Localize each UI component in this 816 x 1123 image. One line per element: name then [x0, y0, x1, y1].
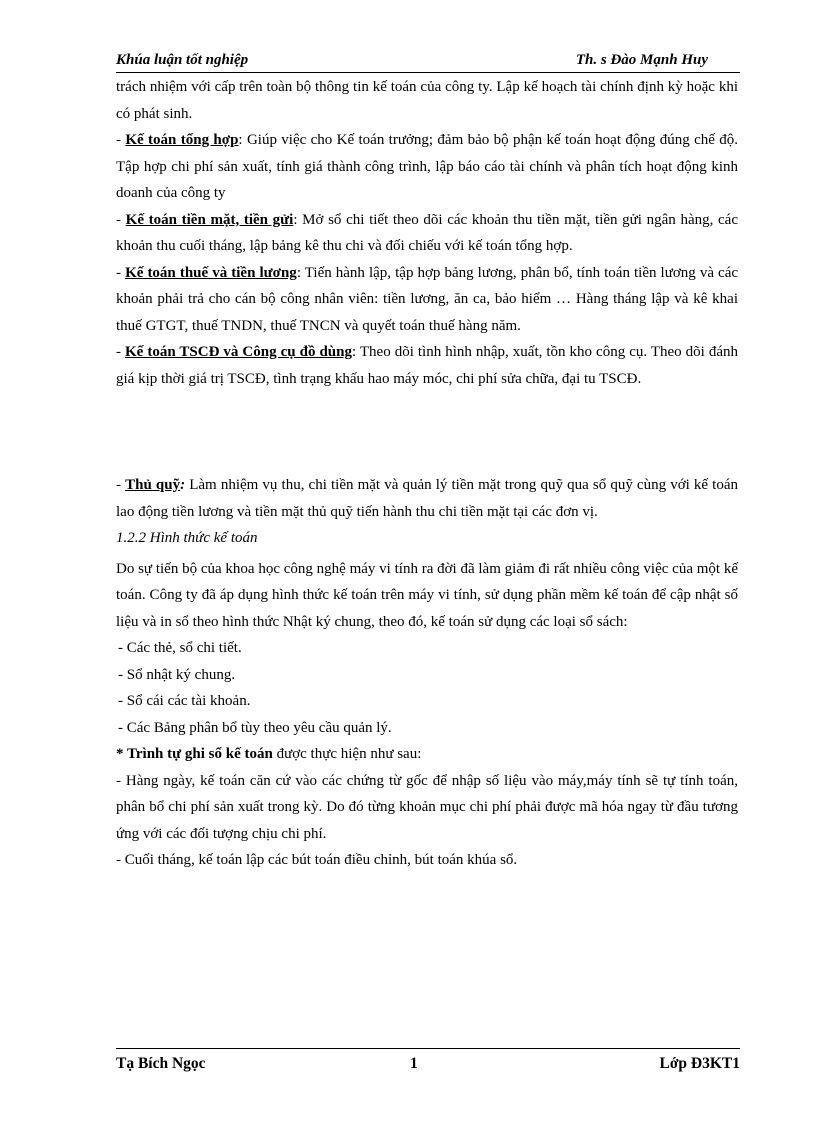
paragraph-procedure: * Trình tự ghi sổ kế toán được thực hiện như sau: — [116, 746, 422, 762]
role-title: Kế toán TSCĐ và Công cụ đồ dùng — [125, 344, 352, 360]
paragraph-daily: - Hàng ngày, kế toán căn cứ vào các chứng từ gốc để nhập số liệu vào máy,máy tính sẽ tự tính toán, phân bổ chi phí sản xuất trong kỳ. Do đó từng khoản mục chi phí phải được mã hóa ngay từ đầu tương ứng với các đối tượng chịu chi phí. — [116, 772, 738, 842]
paragraph-tax-accountant: - Kế toán thuế và tiền lương: Tiến hành lập, tập hợp bảng lương, phân bổ, tính toán tiền lương và các khoản phải trả cho cán bộ công nhân viên: tiền lương, ăn ca, bảo hiểm … Hàng tháng lập và kê khai thuế GTGT, thuế TNDN, thuế TNCN và quyết toán thuế hàng năm. — [116, 264, 739, 334]
spacer — [116, 392, 738, 472]
list-item: - Các thẻ, sổ chi tiết. — [118, 640, 242, 656]
footer-author: Tạ Bích Ngọc — [116, 1055, 206, 1072]
paragraph-general-accountant: - Kế toán tổng hợp: Giúp việc cho Kế toán trưởng; đảm bảo bộ phận kế toán hoạt động đúng chế độ. Tập hợp chi phí sản xuất, tính giá thành công trình, lập báo cáo tài chính và phân tích hoạt động kinh doanh của công ty — [116, 132, 738, 201]
list-item: - Các Bảng phân bổ tùy theo yêu cầu quản lý. — [118, 719, 392, 736]
procedure-title: * Trình tự ghi sổ kế toán — [116, 746, 273, 762]
section-heading: 1.2.2 Hình thức kế toán — [116, 530, 258, 546]
header-thesis-title: Khúa luận tốt nghiệp — [116, 52, 249, 68]
paragraph-month-end: - Cuối tháng, kế toán lập các bút toán điều chỉnh, bút toán khúa sổ. — [116, 852, 518, 868]
role-title: Thủ quỹ — [125, 477, 181, 493]
paragraph-intro: trách nhiệm với cấp trên toàn bộ thông tin kế toán của công ty. Lập kế hoạch tài chính định kỳ hoặc khi có phát sinh. — [116, 79, 738, 122]
paragraph-asset-accountant: - Kế toán TSCĐ và Công cụ đồ dùng: Theo dõi tình hình nhập, xuất, tồn kho công cụ. Theo dõi đánh giá kịp thời giá trị TSCĐ, tình trạng khấu hao máy móc, chi phí sửa chữa, đại tu TSCĐ. — [116, 344, 738, 387]
paragraph-accounting-form: Do sự tiến bộ của khoa học công nghệ máy vi tính ra đời đã làm giảm đi rất nhiều công việc của một kế toán. Công ty đã áp dụng hình thức kế toán trên máy vi tính, sử dụng phần mềm kế toán để cập nhật số liệu và in sổ theo hình thức Nhật ký chung, theo đó, kế toán sử dụng các loại sổ sách: — [116, 560, 738, 630]
paragraph-cash-accountant: - Kế toán tiền mặt, tiền gửi: Mở sổ chi tiết theo dõi các khoản thu tiền mặt, tiền gửi ngân hàng, các khoản thu cuối tháng, lập bảng kê thu chi và đối chiếu với kế toán tổng hợp. — [116, 211, 738, 254]
role-title: Kế toán thuế và tiền lương — [125, 264, 297, 281]
list-item: - Sổ cái các tài khoản. — [118, 693, 251, 709]
list-item: - Sổ nhật ký chung. — [118, 666, 236, 683]
role-title: Kế toán tiền mặt, tiền gửi — [125, 211, 294, 228]
paragraph-cashier: - Thủ quỹ: Làm nhiệm vụ thu, chi tiền mặt và quản lý tiền mặt trong quỹ qua sổ quỹ cùng với kế toán lao động tiền lương và tiền mặt thủ quỹ tiến hành thu chi tiền mặt tại các đơn vị. — [116, 477, 739, 520]
header-advisor: Th. s Đào Mạnh Huy — [575, 52, 708, 68]
page-number: 1 — [410, 1055, 418, 1072]
footer-class: Lớp Đ3KT1 — [659, 1055, 740, 1072]
role-title: Kế toán tổng hợp — [125, 132, 239, 148]
page-footer — [116, 1048, 740, 1077]
document-body — [116, 74, 738, 874]
page-header — [116, 50, 740, 73]
